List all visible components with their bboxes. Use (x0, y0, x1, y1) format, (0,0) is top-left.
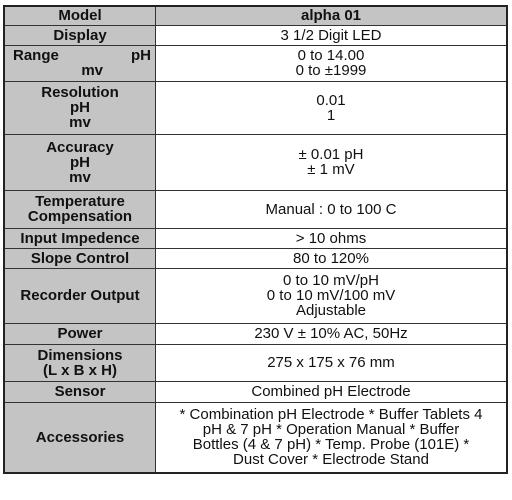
table-row-temperature (4, 190, 507, 228)
table-row-recorder-output (4, 268, 507, 323)
recorder-output-label: Recorder Output (4, 268, 156, 323)
accessories-value-line1: * Combination pH Electrode * Buffer Tablets 4 (179, 406, 483, 424)
slope-control-label: Slope Control (4, 248, 156, 268)
power-label: Power (4, 323, 156, 344)
accuracy-sub-mv: mv (69, 168, 91, 186)
accuracy-value-ph: ± 0.01 pH (298, 146, 364, 163)
table-row-power (4, 323, 507, 344)
temperature-label-line2: Compensation (27, 208, 133, 225)
temperature-value: Manual : 0 to 100 C (156, 190, 508, 228)
range-value-mv: 0 to ±1999 (295, 62, 367, 79)
dimensions-label-line2: (L x B x H) (43, 361, 117, 379)
accuracy-value-cell (156, 134, 508, 190)
accuracy-label-cell (4, 134, 156, 190)
accessories-value-line4: Dust Cover * Electrode Stand (233, 451, 429, 469)
table-row-resolution (4, 81, 507, 134)
recorder-output-value-cell (156, 268, 508, 323)
accuracy-label: Accuracy (46, 138, 114, 156)
power-value: 230 V ± 10% AC, 50Hz (156, 323, 508, 344)
accuracy-value-mv: ± 1 mV (307, 161, 355, 178)
temperature-label-cell (4, 190, 156, 228)
model-value: alpha 01 (156, 6, 508, 25)
dimensions-value: 275 x 175 x 76 mm (156, 344, 508, 381)
recorder-output-value-line1: 0 to 10 mV/pH (283, 272, 379, 289)
table-row-dimensions (4, 344, 507, 381)
range-label: Range (13, 47, 59, 64)
input-impedence-value: > 10 ohms (156, 228, 508, 248)
resolution-sub-mv: mv (69, 114, 91, 131)
temperature-label-line1: Temperature (35, 193, 125, 210)
accessories-value-line2: pH & 7 pH * Operation Manual * Buffer (202, 421, 460, 439)
range-label-cell (4, 45, 156, 81)
display-value: 3 1/2 Digit LED (156, 25, 508, 45)
table-row-display (4, 25, 507, 45)
table-row-input-impedence (4, 228, 507, 248)
accessories-label: Accessories (4, 402, 156, 473)
table-row-sensor (4, 381, 507, 402)
resolution-value-cell (156, 81, 508, 134)
accessories-value-cell (156, 402, 508, 473)
resolution-label: Resolution (41, 84, 119, 101)
spec-table (3, 5, 508, 474)
sensor-value: Combined pH Electrode (156, 381, 508, 402)
table-row-model (4, 6, 507, 25)
range-sub-ph: pH (131, 47, 151, 64)
table-row-accuracy (4, 134, 507, 190)
table-row-range (4, 45, 507, 81)
table-row-slope-control (4, 248, 507, 268)
resolution-label-cell (4, 81, 156, 134)
range-value-ph: 0 to 14.00 (297, 47, 365, 64)
sensor-label: Sensor (4, 381, 156, 402)
recorder-output-value-line3: Adjustable (295, 302, 367, 319)
accuracy-sub-ph: pH (70, 153, 90, 171)
resolution-value-ph: 0.01 (316, 91, 346, 109)
range-value-cell (156, 45, 508, 81)
dimensions-label-cell (4, 344, 156, 381)
display-label: Display (4, 25, 156, 45)
resolution-value-mv: 1 (326, 106, 336, 124)
range-label-line1 (5, 48, 155, 63)
table-row-accessories (4, 402, 507, 473)
resolution-sub-ph: pH (70, 99, 90, 116)
input-impedence-label: Input Impedence (4, 228, 156, 248)
dimensions-label-line1: Dimensions (37, 346, 123, 364)
range-sub-mv: mv (81, 62, 103, 79)
model-label: Model (4, 6, 156, 25)
accessories-value-line3: Bottles (4 & 7 pH) * Temp. Probe (101E) * (192, 436, 470, 454)
slope-control-value: 80 to 120% (156, 248, 508, 268)
recorder-output-value-line2: 0 to 10 mV/100 mV (266, 287, 396, 304)
spec-table-container (3, 5, 508, 474)
